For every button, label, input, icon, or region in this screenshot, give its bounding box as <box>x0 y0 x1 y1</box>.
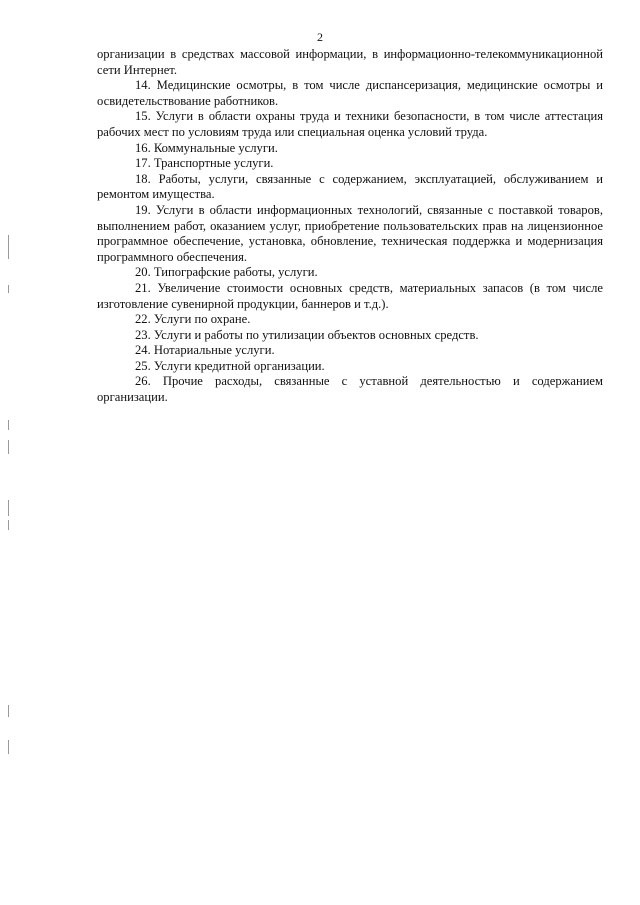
list-item-25: 25. Услуги кредитной организации. <box>135 358 325 373</box>
list-item-18: 18. Работы, услуги, связанные с содержанием, эксплуатацией, обслуживанием и ремонтом имущества. <box>97 171 603 202</box>
list-item-19: 19. Услуги в области информационных технологий, связанные с поставкой товаров, выполнением работ, оказанием услуг, приобретение пользовательских прав на лицензионное программное обеспечение, установка, обновление, техническая поддержка и модернизация программного обеспечения. <box>97 202 603 264</box>
continuation-paragraph: организации в средствах массовой информации, в информационно-телекоммуникационной сети Интернет. <box>97 47 603 77</box>
list-item-15: 15. Услуги в области охраны труда и техники безопасности, в том числе аттестация рабочих мест по условиям труда или специальная оценка условий труда. <box>97 109 603 139</box>
list-item-24: 24. Нотариальные услуги. <box>135 343 275 358</box>
document-body <box>97 47 603 406</box>
list-item-20: 20. Типографские работы, услуги. <box>135 265 318 280</box>
scan-margin-marks <box>8 0 10 905</box>
page-number: 2 <box>317 30 323 44</box>
list-item-23: 23. Услуги и работы по утилизации объектов основных средств. <box>135 327 479 342</box>
list-item-17: 17. Транспортные услуги. <box>135 156 274 171</box>
list-item-26: 26. Прочие расходы, связанные с уставной деятельностью и содержанием организации. <box>97 374 603 405</box>
list-item-16: 16. Коммунальные услуги. <box>135 140 278 155</box>
list-item-21: 21. Увеличение стоимости основных средств, материальных запасов (в том числе изготовление сувенирной продукции, баннеров и т.д.). <box>97 280 603 311</box>
list-item-22: 22. Услуги по охране. <box>135 312 251 327</box>
list-item-14: 14. Медицинские осмотры, в том числе диспансеризация, медицинские осмотры и освидетельствование работников. <box>97 78 603 108</box>
